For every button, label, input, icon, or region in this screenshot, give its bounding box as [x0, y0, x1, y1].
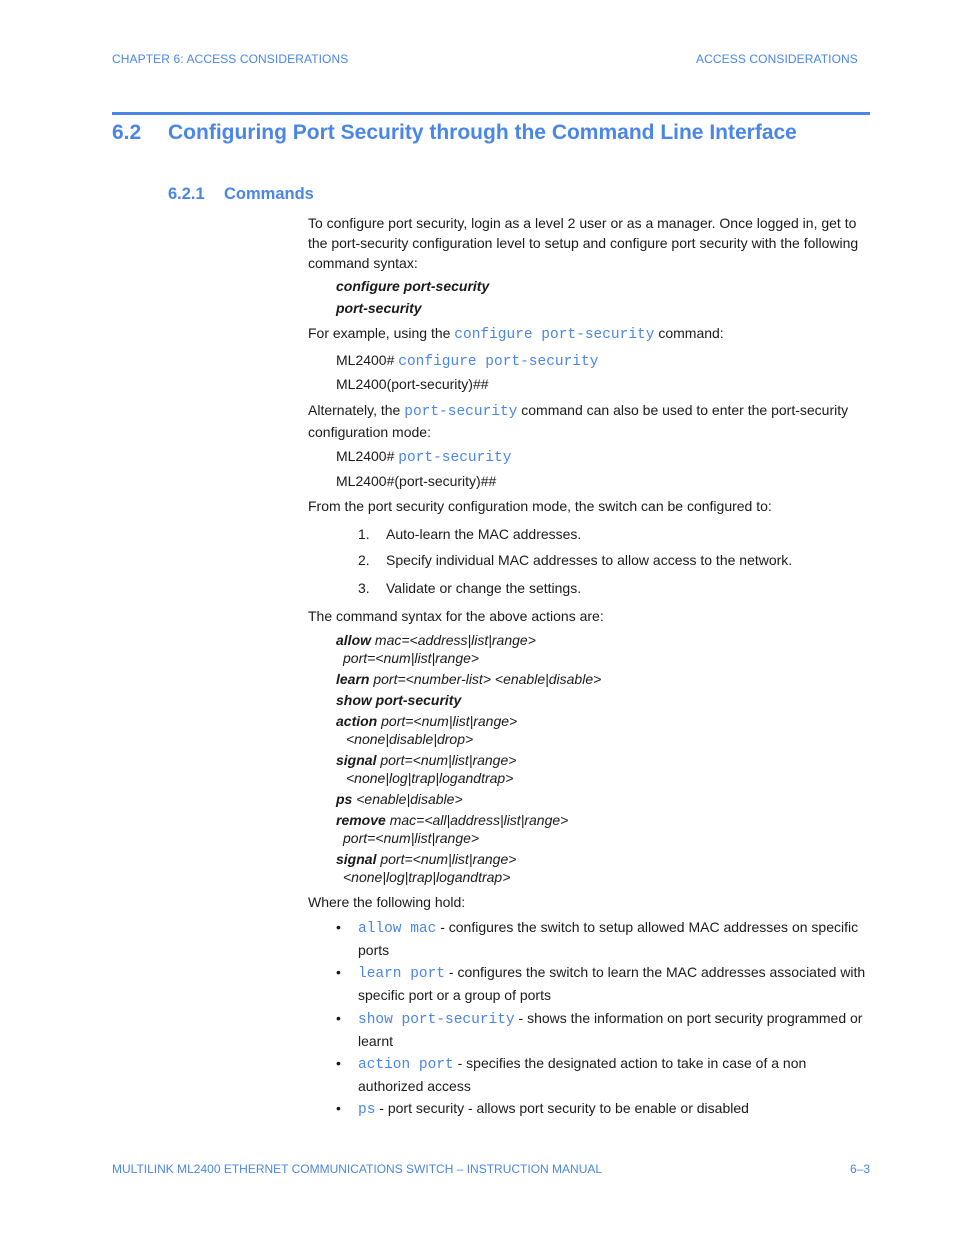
inline-code: allow mac: [358, 921, 437, 937]
text-span: - configures the switch to setup allowed MAC addresses on specific ports: [358, 919, 859, 958]
list-item: [358, 550, 792, 570]
bullet-text: [358, 962, 870, 1005]
list-number: 1.: [358, 526, 370, 542]
inline-code: ps: [358, 1102, 376, 1118]
bullet-mark: •: [336, 964, 341, 980]
text-span: - port security - allows port security to be enable or disabled: [375, 1100, 749, 1116]
subsection-heading: [168, 185, 314, 204]
syntax-command: allow: [336, 632, 372, 648]
syntax-args: port=<num|list|range>: [377, 713, 518, 729]
inline-code: show port-security: [358, 1012, 515, 1028]
bullet-text: [358, 917, 870, 960]
inline-code: configure port-security: [454, 327, 655, 343]
cli-prompt: ML2400#: [336, 352, 395, 368]
section-rule: [112, 112, 870, 115]
alternate-paragraph: [308, 400, 870, 442]
page-number: 6–3: [850, 1162, 871, 1176]
bullet-item: [336, 1098, 870, 1121]
text-span: command:: [654, 325, 724, 341]
syntax-args: port=<num|list|range>: [376, 851, 517, 867]
syntax-continuation: <none|log|trap|logandtrap>: [343, 869, 511, 885]
cli-prompt: ML2400#: [336, 448, 395, 464]
subsection-title: Commands: [224, 185, 314, 203]
section-number: 6.2: [112, 121, 142, 144]
syntax-intro-paragraph: The command syntax for the above actions are:: [308, 608, 604, 624]
bullet-text: [358, 1098, 870, 1121]
alternate-command-line: [336, 447, 511, 467]
cli-command: configure port-security: [398, 354, 599, 370]
text-span: - configures the switch to learn the MAC addresses associated with specific port or a group of ports: [358, 964, 866, 1003]
syntax-command: signal: [336, 752, 377, 768]
inline-code: port-security: [404, 404, 518, 420]
config-intro-paragraph: From the port security configuration mode, the switch can be configured to:: [308, 498, 772, 514]
where-paragraph: Where the following hold:: [308, 894, 466, 910]
syntax-entry: [336, 850, 516, 868]
syntax-args: mac=<all|address|list|range>: [385, 812, 569, 828]
bullet-item: [336, 962, 870, 1005]
cli-command: port-security: [398, 450, 512, 466]
list-text: Auto-learn the MAC addresses.: [386, 526, 582, 542]
syntax-command: signal: [336, 851, 377, 867]
running-header-chapter: CHAPTER 6: ACCESS CONSIDERATIONS: [112, 52, 349, 66]
list-text: Validate or change the settings.: [386, 580, 582, 596]
bullet-mark: •: [336, 919, 341, 935]
syntax-entry: [336, 631, 536, 649]
syntax-command: ps: [336, 791, 353, 807]
text-span: For example, using the: [308, 325, 455, 341]
list-number: 3.: [358, 580, 370, 596]
syntax-args: <enable|disable>: [352, 791, 463, 807]
syntax-entry: [336, 670, 601, 688]
syntax-entry: [336, 790, 463, 808]
syntax-port-security: port-security: [336, 300, 422, 316]
syntax-entry: [336, 691, 461, 709]
syntax-continuation: port=<num|list|range>: [343, 830, 480, 846]
syntax-entry: [336, 811, 568, 829]
alternate-result-line: ML2400#(port-security)##: [336, 473, 497, 489]
syntax-continuation: <none|log|trap|logandtrap>: [346, 770, 514, 786]
syntax-command: learn: [336, 671, 370, 687]
list-item: [358, 524, 581, 544]
syntax-entry: [336, 712, 517, 730]
text-span: - shows the information on port security programmed or learnt: [358, 1010, 863, 1049]
syntax-args: mac=<address|list|range>: [371, 632, 536, 648]
inline-code: learn port: [358, 966, 446, 982]
text-span: Alternately, the: [308, 402, 405, 418]
syntax-configure-port-security: configure port-security: [336, 278, 490, 294]
bullet-item: [336, 917, 870, 960]
syntax-command: action: [336, 713, 378, 729]
example-result-line: ML2400(port-security)##: [336, 376, 489, 392]
subsection-number: 6.2.1: [168, 185, 205, 203]
section-title: Configuring Port Security through the Command Line Interface: [168, 121, 797, 144]
syntax-entry: [336, 751, 516, 769]
bullet-text: [358, 1008, 870, 1051]
text-span: command can also be used to enter the port-security configuration mode:: [308, 402, 849, 440]
running-header-section: ACCESS CONSIDERATIONS: [696, 52, 858, 66]
bullet-item: [336, 1008, 870, 1051]
bullet-item: [336, 1053, 870, 1096]
example-paragraph: [308, 323, 870, 345]
syntax-args: port=<number-list> <enable|disable>: [369, 671, 602, 687]
inline-code: action port: [358, 1057, 454, 1073]
bullet-text: [358, 1053, 870, 1096]
syntax-continuation: <none|disable|drop>: [346, 731, 474, 747]
list-text: Specify individual MAC addresses to allow access to the network.: [386, 552, 793, 568]
syntax-continuation: port=<num|list|range>: [343, 650, 480, 666]
text-span: - specifies the designated action to take in case of a non authorized access: [358, 1055, 807, 1094]
syntax-command: remove: [336, 812, 386, 828]
syntax-args: port=<num|list|range>: [376, 752, 517, 768]
list-item: [358, 578, 581, 598]
list-number: 2.: [358, 552, 370, 568]
example-command-line: [336, 351, 598, 371]
bullet-mark: •: [336, 1100, 341, 1116]
section-heading: [112, 121, 797, 145]
bullet-mark: •: [336, 1010, 341, 1026]
running-footer-title: MULTILINK ML2400 ETHERNET COMMUNICATIONS SWITCH – INSTRUCTION MANUAL: [112, 1162, 603, 1176]
bullet-mark: •: [336, 1055, 341, 1071]
intro-paragraph: To configure port security, login as a level 2 user or as a manager. Once logged in, get to the port-security configuration level to setup and configure port security with the following command syntax:: [308, 215, 859, 271]
syntax-command: show port-security: [336, 692, 462, 708]
